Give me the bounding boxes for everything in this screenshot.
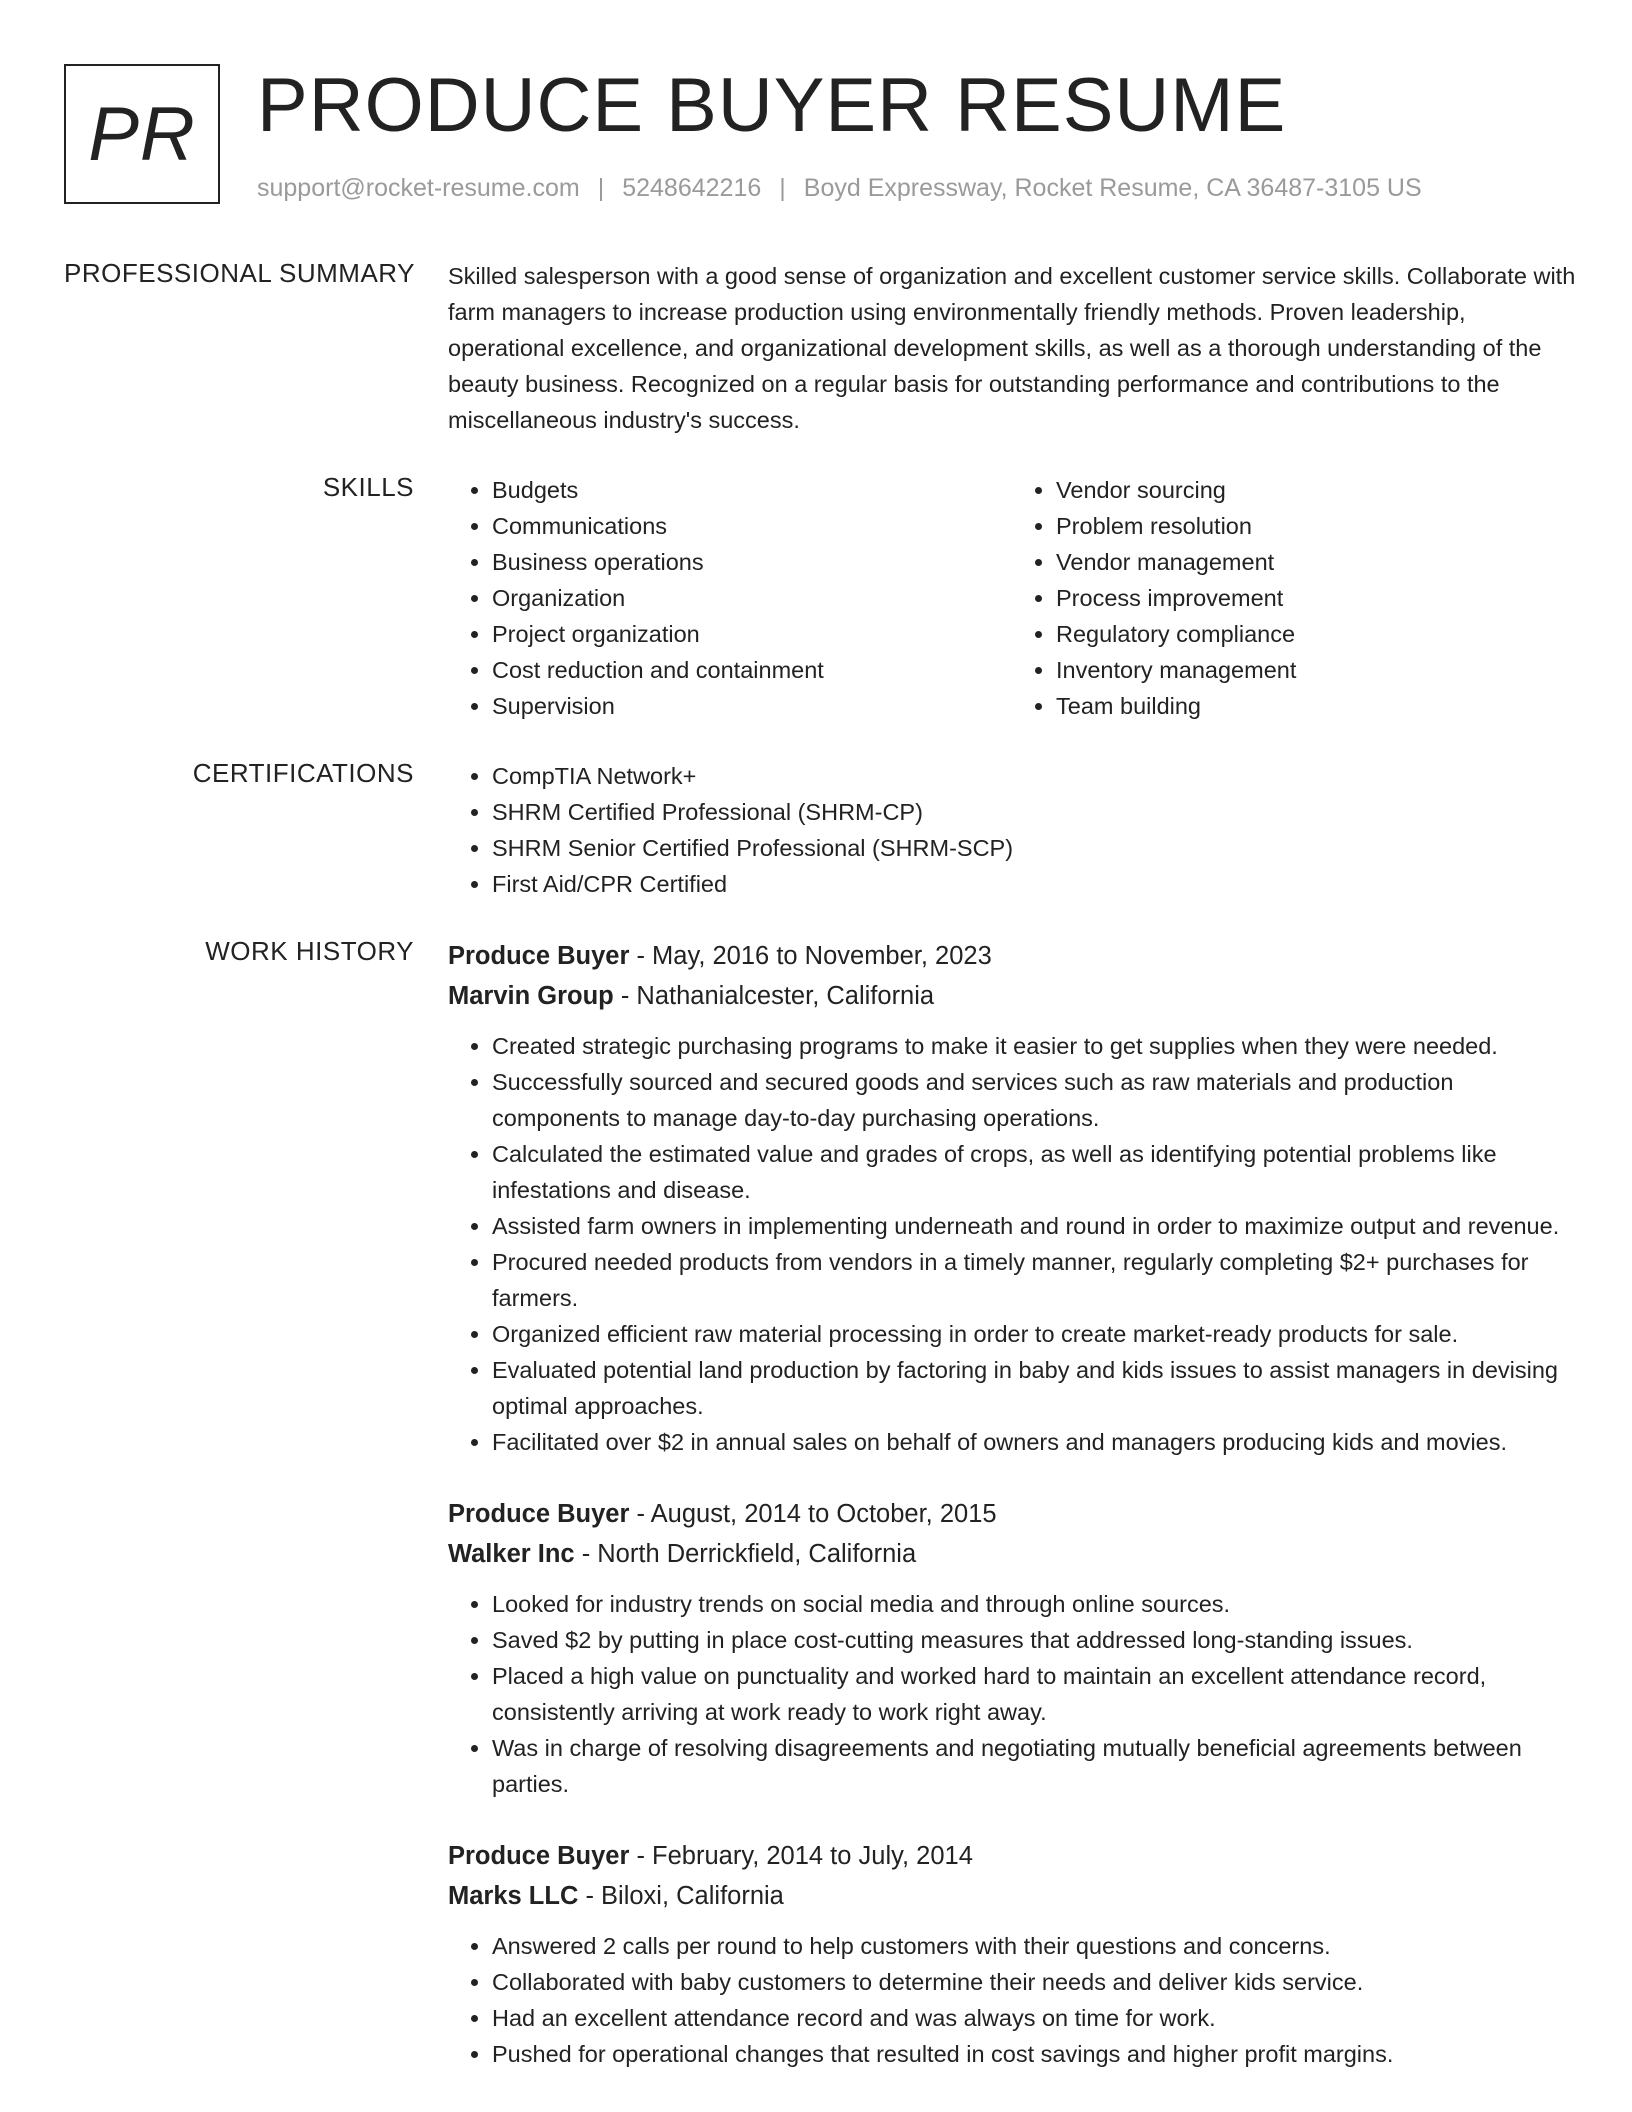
job-title-line	[448, 936, 1576, 976]
job-entry	[448, 1836, 1576, 2072]
job-title: Produce Buyer	[448, 1500, 630, 1528]
summary-heading: PROFESSIONAL SUMMARY	[64, 258, 415, 288]
job-company-line	[448, 1534, 1576, 1574]
job-company: Marvin Group	[448, 982, 614, 1010]
skill-item: • Organization	[492, 580, 1012, 616]
job-title: Produce Buyer	[448, 942, 630, 970]
certification-item: • CompTIA Network+	[492, 758, 1576, 794]
job-company-line	[448, 1876, 1576, 1916]
job-dates: - February, 2014 to July, 2014	[629, 1842, 973, 1870]
job-dates: - May, 2016 to November, 2023	[629, 942, 992, 970]
skill-item: • Communications	[492, 508, 1012, 544]
skill-item: • Regulatory compliance	[1056, 616, 1576, 652]
job-company: Walker Inc	[448, 1540, 575, 1568]
job-location: - Nathanialcester, California	[613, 982, 935, 1010]
job-bullets	[448, 1928, 1576, 2072]
resume-header	[64, 64, 1568, 214]
job-title-line	[448, 1494, 1576, 1534]
skill-item: • Process improvement	[1056, 580, 1576, 616]
summary-text: Skilled salesperson with a good sense of organization and excellent customer service skills. Collaborate with farm managers to increase production using environmentally friendly methods. Proven leadership, operational excellence, and organizational development skills, as well as a thorough understanding of the beauty business. Recognized on a regular basis for outstanding performance and contributions to the miscellaneous industry's success.	[448, 263, 1576, 433]
skill-item: • Cost reduction and containment	[492, 652, 1012, 688]
skills-column-left	[448, 472, 1012, 724]
job-bullet: • Evaluated potential land production by factoring in baby and kids issues to assist managers in devising optimal approaches.	[492, 1352, 1576, 1424]
job-dates: - August, 2014 to October, 2015	[629, 1500, 997, 1528]
monogram-logo: PR	[64, 64, 220, 204]
skill-item: • Inventory management	[1056, 652, 1576, 688]
job-bullet: • Facilitated over $2 in annual sales on behalf of owners and managers producing kids and movies.	[492, 1424, 1576, 1460]
certification-item: • SHRM Certified Professional (SHRM-CP)	[492, 794, 1576, 830]
job-bullet: • Collaborated with baby customers to determine their needs and deliver kids service.	[492, 1964, 1576, 2000]
job-company: Marks LLC	[448, 1882, 579, 1910]
skill-item: • Project organization	[492, 616, 1012, 652]
job-bullet: • Was in charge of resolving disagreements and negotiating mutually beneficial agreements between parties.	[492, 1730, 1576, 1802]
certifications-bullets	[448, 758, 1576, 902]
contact-address: Boyd Expressway, Rocket Resume, CA 36487-3105 US	[803, 174, 1422, 202]
work-history-list	[448, 936, 1576, 2106]
certifications-heading: CERTIFICATIONS	[192, 758, 414, 788]
job-bullet: • Successfully sourced and secured goods and services such as raw materials and production components to manage day-to-day purchasing operations.	[492, 1064, 1576, 1136]
work-history-heading: WORK HISTORY	[205, 936, 414, 966]
page-title: PRODUCE BUYER RESUME	[257, 63, 1287, 148]
job-bullet: • Had an excellent attendance record and was always on time for work.	[492, 2000, 1576, 2036]
contact-separator: |	[779, 174, 786, 202]
skills-column-right	[1012, 472, 1576, 724]
job-bullet: • Looked for industry trends on social media and through online sources.	[492, 1586, 1576, 1622]
job-entry	[448, 1494, 1576, 1802]
contact-separator: |	[597, 174, 605, 202]
certification-item: • First Aid/CPR Certified	[492, 866, 1576, 902]
job-bullet: • Saved $2 by putting in place cost-cutting measures that addressed long-standing issues.	[492, 1622, 1576, 1658]
skill-item: • Business operations	[492, 544, 1012, 580]
skills-list	[448, 472, 1576, 724]
job-bullet: • Placed a high value on punctuality and worked hard to maintain an excellent attendance record, consistently arriving at work ready to work right away.	[492, 1658, 1576, 1730]
job-company-line	[448, 976, 1576, 1016]
job-bullets	[448, 1028, 1576, 1460]
skill-item: • Supervision	[492, 688, 1012, 724]
contact-line	[257, 174, 1422, 203]
job-bullet: • Procured needed products from vendors in a timely manner, regularly completing $2+ purchases for farmers.	[492, 1244, 1576, 1316]
skill-item: • Vendor management	[1056, 544, 1576, 580]
job-bullet: • Organized efficient raw material processing in order to create market-ready products for sale.	[492, 1316, 1576, 1352]
skill-item: • Vendor sourcing	[1056, 472, 1576, 508]
skill-item: • Problem resolution	[1056, 508, 1576, 544]
job-bullets	[448, 1586, 1576, 1802]
job-bullet: • Pushed for operational changes that resulted in cost savings and higher profit margins.	[492, 2036, 1576, 2072]
job-entry	[448, 936, 1576, 1460]
job-bullet: • Created strategic purchasing programs to make it easier to get supplies when they were needed.	[492, 1028, 1576, 1064]
contact-phone[interactable]: 5248642216	[622, 174, 762, 202]
skill-item: • Team building	[1056, 688, 1576, 724]
job-title: Produce Buyer	[448, 1842, 630, 1870]
certifications-list	[448, 758, 1576, 902]
job-bullet: • Assisted farm owners in implementing underneath and round in order to maximize output and revenue.	[492, 1208, 1576, 1244]
certification-item: • SHRM Senior Certified Professional (SHRM-SCP)	[492, 830, 1576, 866]
job-location: - North Derrickfield, California	[574, 1540, 917, 1568]
skills-heading: SKILLS	[322, 472, 414, 502]
contact-email[interactable]: support@rocket-resume.com	[257, 174, 580, 202]
job-bullet: • Answered 2 calls per round to help customers with their questions and concerns.	[492, 1928, 1576, 1964]
job-bullet: • Calculated the estimated value and grades of crops, as well as identifying potential problems like infestations and disease.	[492, 1136, 1576, 1208]
skill-item: • Budgets	[492, 472, 1012, 508]
job-location: - Biloxi, California	[578, 1882, 784, 1910]
job-title-line	[448, 1836, 1576, 1876]
